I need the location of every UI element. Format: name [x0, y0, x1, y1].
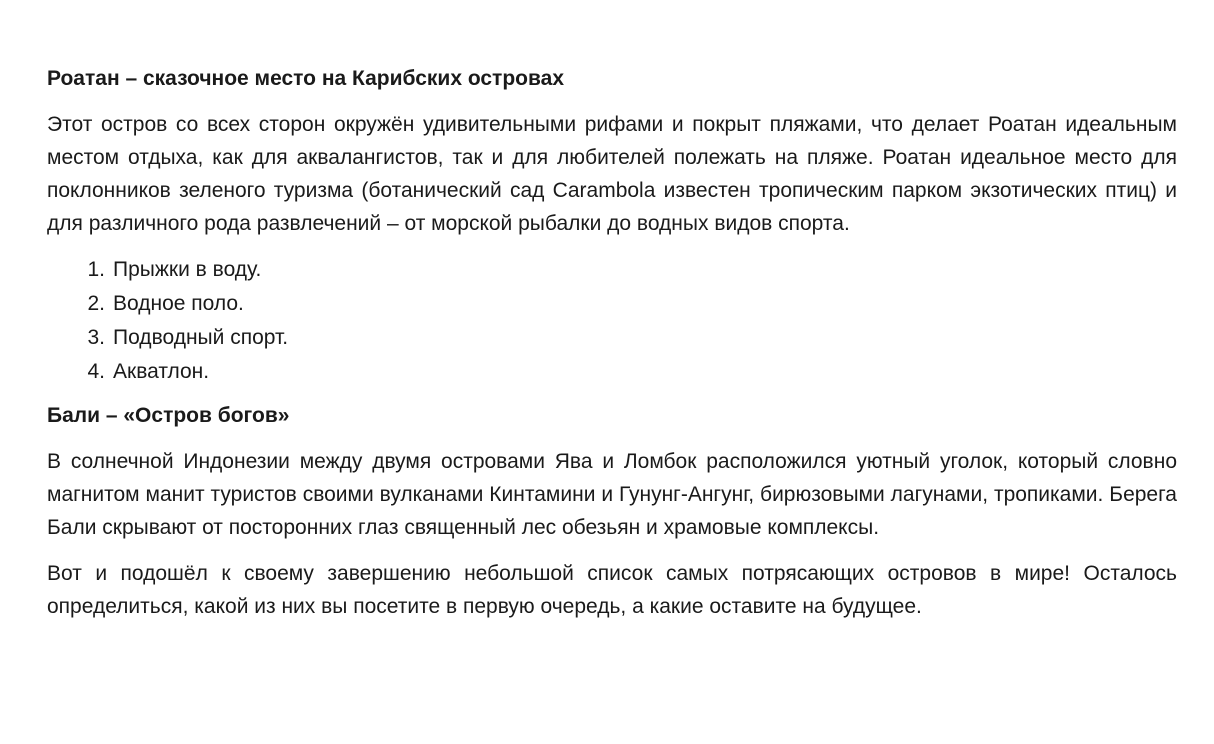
list-item: [47, 287, 1177, 321]
roatan-paragraph: Этот остров со всех сторон окружён удивительными рифами и покрыт пляжами, что делает Роатан идеальным местом отдыха, как для аквалангистов, так и для любителей полежать на пляже. Роатан идеальное место для поклонников зеленого туризма (ботанический сад Carambola известен тропическим парком экзотических птиц) и для различного рода развлечений – от морской рыбалки до водных видов спорта.: [47, 113, 1177, 235]
list-item-text: Прыжки в воду.: [113, 258, 262, 281]
roatan-heading: Роатан – сказочное место на Карибских островах: [47, 67, 564, 90]
list-item: [47, 253, 1177, 287]
bali-heading: Бали – «Остров богов»: [47, 404, 290, 427]
list-item-text: Водное поло.: [113, 292, 244, 315]
list-item-number: 2.: [87, 292, 105, 315]
bali-paragraph: В солнечной Индонезии между двумя островами Ява и Ломбок расположился уютный уголок, который словно магнитом манит туристов своими вулканами Кинтамини и Гунунг-Ангунг, бирюзовыми лагунами, тропиками. Берега Бали скрывают от посторонних глаз священный лес обезьян и храмовые комплексы.: [47, 450, 1177, 539]
list-item-text: Подводный спорт.: [113, 326, 289, 349]
list-item-number: 3.: [87, 326, 105, 349]
list-item: [47, 355, 1177, 389]
list-item-number: 1.: [87, 258, 105, 281]
document-page: [47, 62, 1177, 636]
list-item-text: Акватлон.: [113, 360, 210, 383]
conclusion-paragraph: Вот и подошёл к своему завершению небольшой список самых потрясающих островов в мире! Осталось определиться, какой из них вы посетите в первую очередь, а какие оставите на будущее.: [47, 562, 1177, 618]
list-item-number: 4.: [87, 360, 105, 383]
list-item: [47, 321, 1177, 355]
sports-list: [47, 253, 1177, 389]
